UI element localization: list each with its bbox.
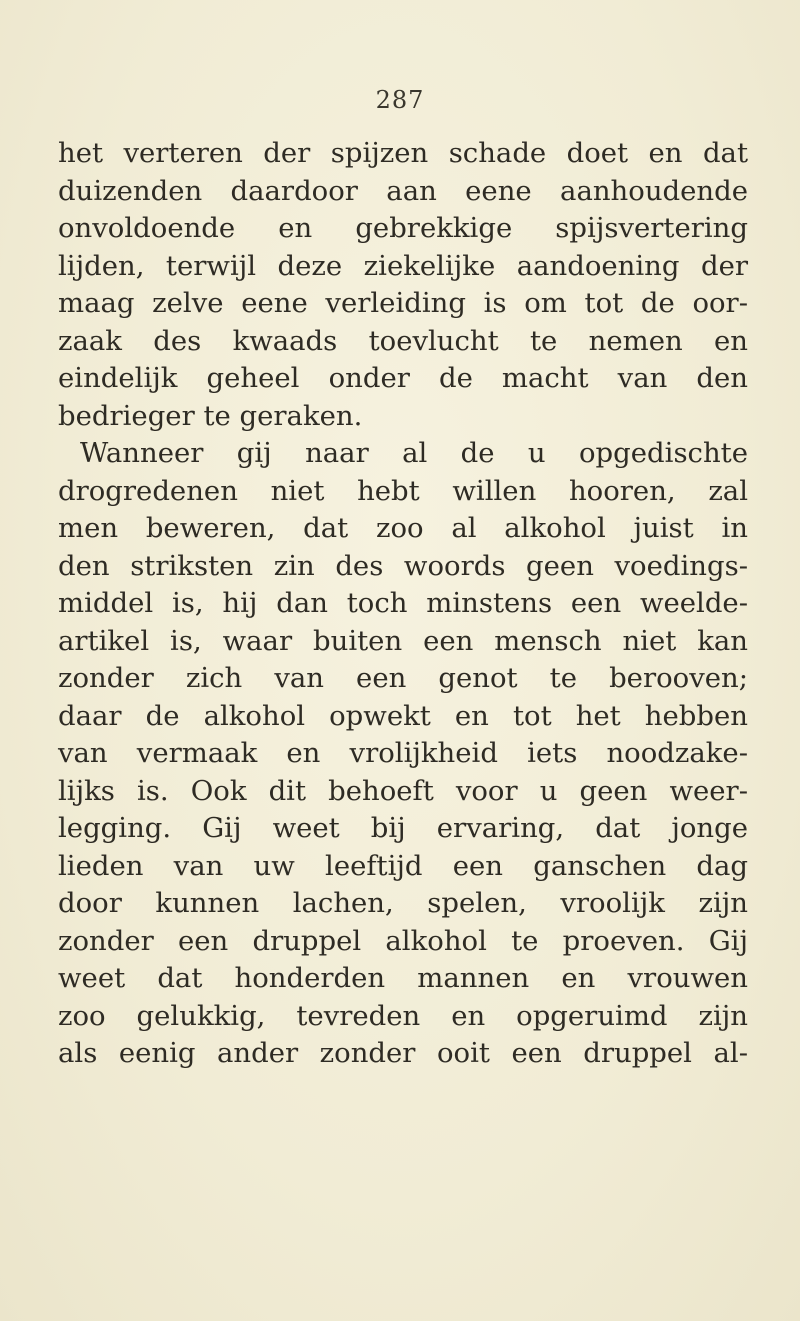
text-line: weet dat honderden mannen en vrouwen [58, 962, 748, 994]
page-number: 287 [375, 86, 425, 114]
text-line: duizenden daardoor aan eene aanhoudende [58, 174, 748, 207]
text-line: maag zelve eene verleiding is om tot de oor- [58, 287, 748, 319]
text-line: legging. Gij weet bij ervaring, dat jonge [58, 812, 748, 844]
text-line: zonder een druppel alkohol te proeven. Gij [58, 924, 748, 957]
text-line: als eenig ander zonder ooit een druppel al- [58, 1037, 748, 1069]
text-line: lijks is. Ook dit behoeft voor u geen weer- [58, 774, 748, 807]
text-line: zaak des kwaads toevlucht te nemen en [58, 324, 748, 357]
text-line: onvoldoende en gebrekkige spijsvertering [58, 212, 748, 244]
text-line: daar de alkohol opwekt en tot het hebben [58, 699, 748, 732]
text-line: artikel is, waar buiten een mensch niet kan [58, 624, 748, 657]
text-line: door kunnen lachen, spelen, vroolijk zijn [58, 887, 748, 919]
body-text [58, 135, 748, 1073]
text-line: lieden van uw leeftijd een ganschen dag [58, 849, 748, 882]
text-line: den striksten zin des woords geen voedings- [58, 549, 748, 582]
text-line: het verteren der spijzen schade doet en dat [58, 137, 748, 169]
text-line: zonder zich van een genot te berooven; [58, 662, 748, 694]
text-line: lijden, terwijl deze ziekelijke aandoening der [58, 249, 748, 282]
text-line: Wanneer gij naar al de u opgedischte [80, 437, 748, 469]
text-line: middel is, hij dan toch minstens een weelde- [58, 587, 748, 619]
text-line: drogredenen niet hebt willen hooren, zal [58, 474, 748, 507]
text-line: bedrieger te geraken. [58, 399, 363, 432]
text-line: zoo gelukkig, tevreden en opgeruimd zijn [58, 999, 748, 1032]
text-line: men beweren, dat zoo al alkohol juist in [58, 512, 748, 544]
text-line: van vermaak en vrolijkheid iets noodzake- [58, 737, 748, 769]
text-line: eindelijk geheel onder de macht van den [58, 362, 748, 394]
